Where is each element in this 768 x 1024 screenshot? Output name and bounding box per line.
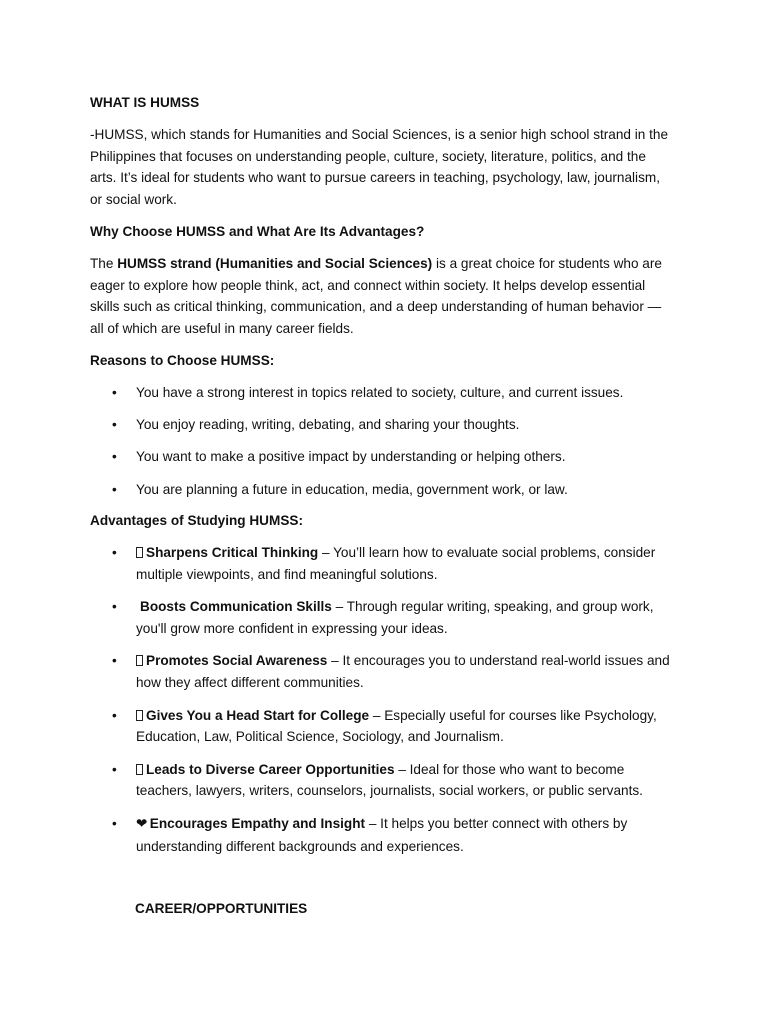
reasons-list: [90, 382, 675, 501]
page-title: WHAT IS HUMSS: [90, 95, 200, 110]
list-item: • You have a strong interest in topics related to society, culture, and current issues.: [90, 382, 675, 404]
missing-glyph-icon: [136, 710, 143, 721]
reasons-heading: Reasons to Choose HUMSS:: [90, 352, 275, 368]
document-body: [90, 92, 675, 857]
list-item: [90, 542, 675, 586]
why-heading: Why Choose HUMSS and What Are Its Advantages?: [90, 223, 425, 239]
list-item: [90, 705, 675, 749]
advantage-title: Sharpens Critical Thinking: [146, 545, 319, 561]
list-item: • You enjoy reading, writing, debating, and sharing your thoughts.: [90, 414, 675, 436]
intro-paragraph: -HUMSS, which stands for Humanities and Social Sciences, is a senior high school strand in the Philippines that focuses on understanding people, culture, society, literature, politics, and the arts. It’s ideal for students who want to pursue careers in teaching, psychology, law, journalism, or social work.: [90, 126, 669, 208]
advantage-text: – It helps you better connect with others by understanding different backgrounds and experiences.: [136, 815, 628, 854]
list-item: • You are planning a future in education, media, government work, or law.: [90, 479, 675, 501]
missing-glyph-icon: [136, 547, 143, 558]
why-bold-term: HUMSS strand (Humanities and Social Sciences): [117, 255, 433, 271]
why-rest: is a great choice for students who are eager to explore how people think, act, and connect within society. It helps develop essential skills such as critical thinking, communication, and a deep understanding of human behavior — all of which are useful in many career fields.: [90, 255, 662, 337]
list-item: [90, 759, 675, 803]
list-item: [90, 596, 675, 640]
missing-glyph-icon: [136, 655, 143, 666]
list-item: [90, 650, 675, 694]
advantage-title: Gives You a Head Start for College: [146, 707, 370, 723]
list-item: • You want to make a positive impact by understanding or helping others.: [90, 446, 675, 468]
list-item: [90, 813, 675, 858]
missing-glyph-icon: [136, 764, 143, 775]
advantage-title: Leads to Diverse Career Opportunities: [146, 761, 395, 777]
why-paragraph: [90, 253, 675, 340]
advantage-title: Boosts Communication Skills: [140, 599, 332, 615]
why-prefix: The: [90, 255, 118, 271]
career-heading: CAREER/OPPORTUNITIES: [135, 901, 308, 916]
advantage-text: – Especially useful for courses like Psychology, Education, Law, Political Science, Sociology, and Journalism.: [136, 707, 657, 745]
advantage-text: – You’ll learn how to evaluate social problems, consider multiple viewpoints, and find meaningful solutions.: [136, 545, 656, 583]
advantage-text: – Through regular writing, speaking, and group work, you'll grow more confident in expressing your ideas.: [136, 599, 654, 637]
advantages-heading: Advantages of Studying HUMSS:: [90, 513, 303, 529]
advantage-title: Promotes Social Awareness: [146, 653, 328, 669]
advantage-text: – Ideal for those who want to become teachers, lawyers, writers, counselors, journalists, social workers, or public servants.: [136, 761, 643, 799]
advantage-text: – It encourages you to understand real-world issues and how they affect different communities.: [136, 653, 670, 691]
heart-icon: ❤: [136, 815, 148, 832]
advantages-list: [90, 542, 675, 857]
advantage-title: Encourages Empathy and Insight: [149, 815, 366, 831]
